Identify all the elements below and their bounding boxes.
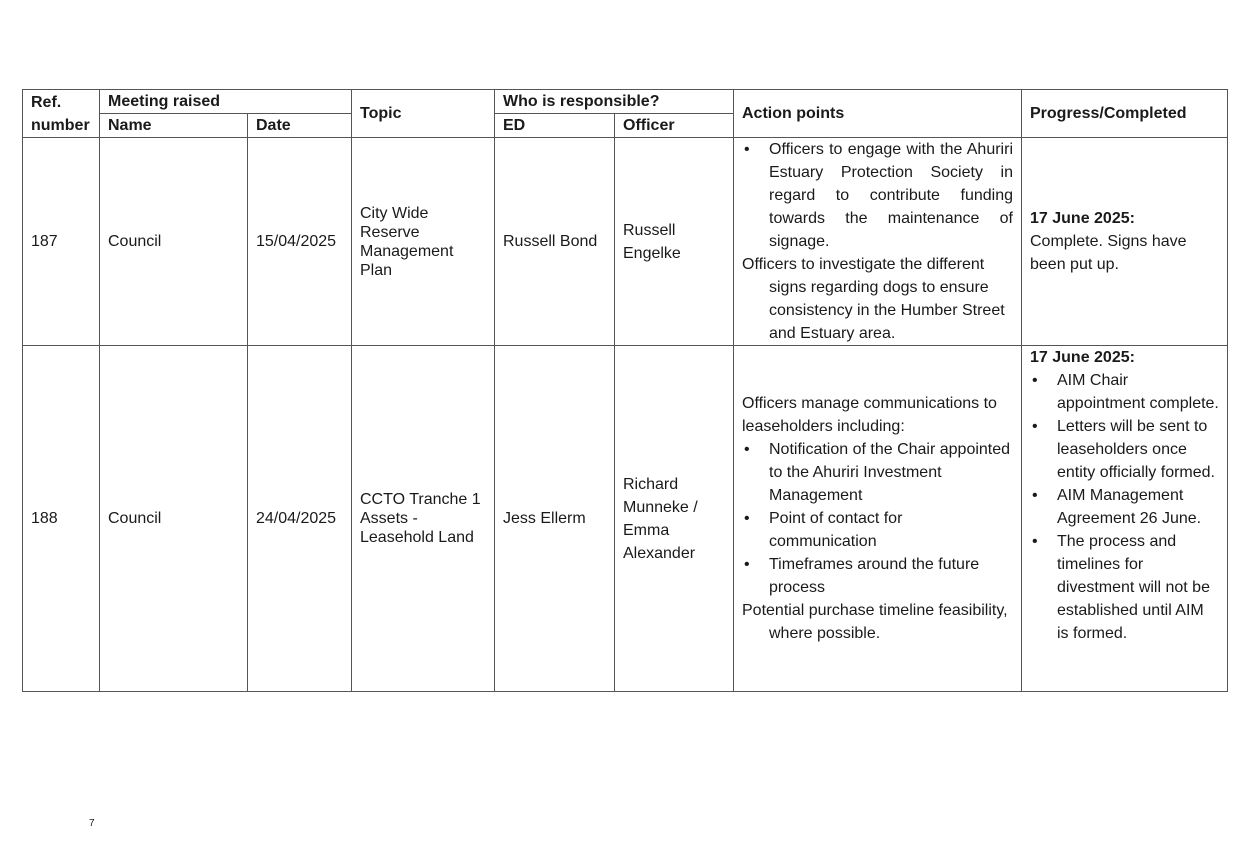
row-name: Council — [100, 346, 248, 692]
action-bullet: • Point of contact for communication — [742, 507, 1013, 553]
row-progress — [1022, 138, 1228, 346]
row-date: 15/04/2025 — [248, 138, 352, 346]
table-row — [23, 346, 1228, 692]
row-topic: CCTO Tranche 1 Assets - Leasehold Land — [352, 346, 495, 692]
action-bullet: • Timeframes around the future process — [742, 553, 1013, 599]
action-intro: Officers manage communications to leaseholders including: — [742, 395, 997, 435]
row-officer: Russell Engelke — [615, 138, 734, 346]
action-bullet: • Officers to engage with the Ahuriri Estuary Protection Society in regard to contribute funding towards the maintenance of signage. — [742, 138, 1013, 253]
progress-date: 17 June 2025: — [1030, 349, 1135, 366]
progress-bullet: • Letters will be sent to leaseholders once entity officially formed. — [1030, 415, 1219, 484]
action-bullet: • Notification of the Chair appointed to the Ahuriri Investment Management — [742, 438, 1013, 507]
row-name: Council — [100, 138, 248, 346]
header-ref-line2: number — [31, 116, 90, 134]
action-paragraph: Officers to investigate the different signs regarding dogs to ensure consistency in the Humber Street and Estuary area. — [742, 256, 1005, 342]
row-date: 24/04/2025 — [248, 346, 352, 692]
row-action-points — [734, 138, 1022, 346]
row-ed: Jess Ellerm — [495, 346, 615, 692]
header-action-points: Action points — [734, 90, 1022, 138]
action-paragraph: Potential purchase timeline feasibility, where possible. — [742, 602, 1008, 642]
row-action-points — [734, 346, 1022, 692]
table-row — [23, 138, 1228, 346]
row-officer: Richard Munneke / Emma Alexander — [615, 346, 734, 692]
row-progress — [1022, 346, 1228, 692]
progress-text: Complete. Signs have been put up. — [1030, 233, 1187, 273]
progress-bullet: • The process and timelines for divestment will not be established until AIM is formed. — [1030, 530, 1219, 645]
header-topic: Topic — [352, 90, 495, 138]
header-who-responsible: Who is responsible? — [495, 90, 734, 114]
progress-bullet: • AIM Management Agreement 26 June. — [1030, 484, 1219, 530]
header-meeting-raised: Meeting raised — [100, 90, 352, 114]
header-date: Date — [248, 114, 352, 138]
header-officer: Officer — [615, 114, 734, 138]
row-ed: Russell Bond — [495, 138, 615, 346]
header-ed: ED — [495, 114, 615, 138]
action-items-table — [22, 89, 1228, 692]
header-name: Name — [100, 114, 248, 138]
page-number: 7 — [89, 818, 95, 829]
header-ref-number — [23, 90, 100, 138]
progress-date: 17 June 2025: — [1030, 210, 1135, 227]
header-progress: Progress/Completed — [1022, 90, 1228, 138]
row-topic: City Wide Reserve Management Plan — [352, 138, 495, 346]
row-ref: 187 — [23, 138, 100, 346]
header-ref-line1: Ref. — [31, 93, 62, 111]
row-ref: 188 — [23, 346, 100, 692]
progress-bullet: • AIM Chair appointment complete. — [1030, 369, 1219, 415]
